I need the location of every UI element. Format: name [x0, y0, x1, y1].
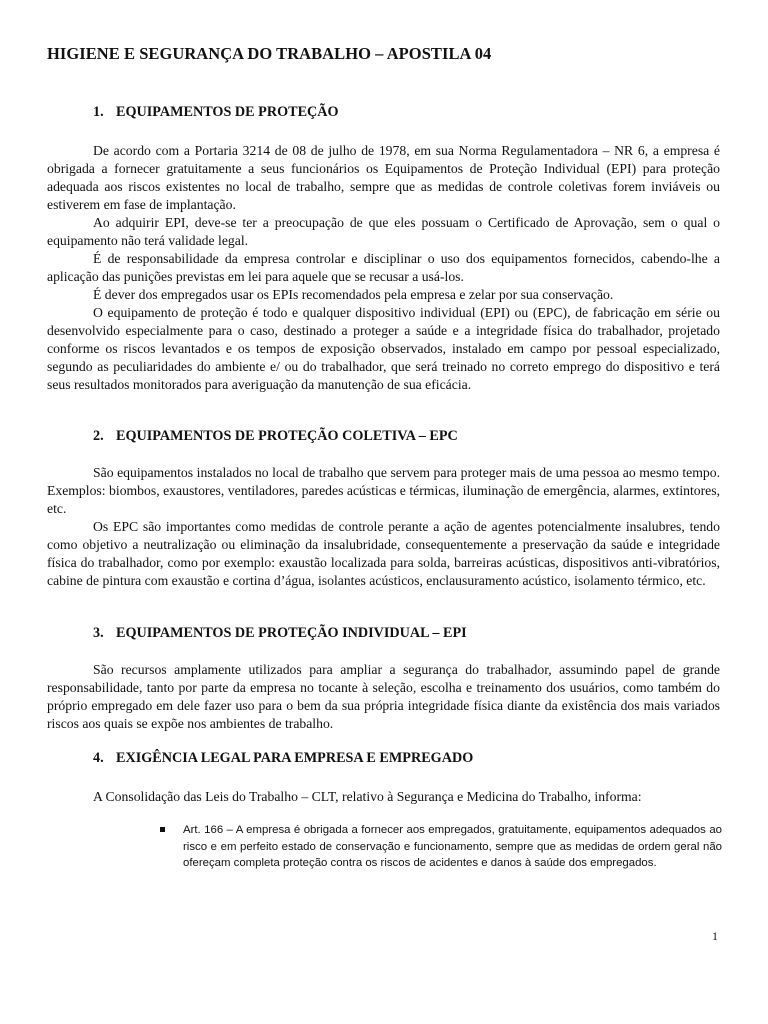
- bullet-text: Art. 166 – A empresa é obrigada a fornecer aos empregados, gratuitamente, equipamentos adequados ao risco e em perfeito estado de conservação e funcionamento, sempre que as medidas de ordem geral não ofereçam completa proteção contra os riscos de acidentes e danos à saúde dos empregados.: [183, 824, 722, 869]
- section-number: 1.: [93, 104, 104, 120]
- page-number: 1: [712, 929, 718, 943]
- square-bullet-icon: [160, 827, 165, 832]
- paragraph: A Consolidação das Leis do Trabalho – CLT, relativo à Segurança e Medicina do Trabalho, informa:: [93, 789, 642, 804]
- section-heading: [93, 625, 467, 642]
- section-heading: [93, 104, 339, 121]
- paragraph: São equipamentos instalados no local de trabalho que servem para proteger mais de uma pessoa ao mesmo tempo. Exemplos: biombos, exaustores, ventiladores, paredes acústicas e térmicas, iluminação de emergência, alarmes, extintores, etc.: [47, 465, 720, 516]
- section-title: EQUIPAMENTOS DE PROTEÇÃO COLETIVA – EPC: [116, 428, 458, 444]
- section-title: EXIGÊNCIA LEGAL PARA EMPRESA E EMPREGADO: [116, 750, 474, 766]
- section-number: 4.: [93, 750, 104, 766]
- document-title: HIGIENE E SEGURANÇA DO TRABALHO – APOSTILA 04: [47, 44, 492, 63]
- section-heading: [93, 428, 458, 445]
- paragraph: De acordo com a Portaria 3214 de 08 de julho de 1978, em sua Norma Regulamentadora – NR 6, a empresa é obrigada a fornecer gratuitamente a seus funcionários os Equipamentos de Proteção Individual (EPI) para proteção adequada aos riscos existentes no local de trabalho, sempre que as medidas de controle coletivas forem inviáveis ou estiverem em fase de implantação.: [47, 143, 720, 212]
- section-title: EQUIPAMENTOS DE PROTEÇÃO INDIVIDUAL – EPI: [116, 625, 467, 641]
- paragraph: São recursos amplamente utilizados para ampliar a segurança do trabalhador, assumindo papel de grande responsabilidade, tanto por parte da empresa no tocante à seleção, escolha e treinamento dos usuários, como também do próprio empregado em dele fazer uso para o bem da sua própria integridade física diante da existência dos mais variados riscos aos quais se expõe nos ambientes de trabalho.: [47, 662, 720, 731]
- section-title: EQUIPAMENTOS DE PROTEÇÃO: [116, 104, 339, 120]
- section-heading: [93, 750, 473, 767]
- paragraph: Os EPC são importantes como medidas de controle perante a ação de agentes potencialmente insalubres, tendo como objetivo a neutralização ou eliminação da insalubridade, consequentemente a preservação da saúde e integridade física do trabalhador, como por exemplo: exaustão localizada para solda, barreiras acústicas, dispositivos anti-vibratórios, cabine de pintura com exaustão e cortina d’água, isolantes acústicos, enclausuramento acústico, isolamento térmico, etc.: [47, 519, 720, 588]
- paragraph: Ao adquirir EPI, deve-se ter a preocupação de que eles possuam o Certificado de Aprovação, sem o qual o equipamento não terá validade legal.: [47, 215, 720, 248]
- section-number: 2.: [93, 428, 104, 444]
- section-number: 3.: [93, 625, 104, 641]
- paragraph: É dever dos empregados usar os EPIs recomendados pela empresa e zelar por sua conservação.: [93, 287, 614, 302]
- paragraph: É de responsabilidade da empresa controlar e disciplinar o uso dos equipamentos fornecidos, cabendo-lhe a aplicação das punições previstas em lei para aquele que se recusar a usá-los.: [47, 251, 720, 284]
- paragraph: O equipamento de proteção é todo e qualquer dispositivo individual (EPI) ou (EPC), de fabricação em série ou desenvolvido especialmente para o caso, destinado a proteger a saúde e a integridade física do trabalhador, projetado conforme os riscos levantados e os tempos de exposição observados, instalado em campo por pessoal especializado, segundo as peculiaridades do ambiente e/ ou do trabalhador, que será treinado no correto emprego do dispositivo e terá seus resultados monitorados para averiguação da manutenção de sua eficácia.: [47, 305, 720, 392]
